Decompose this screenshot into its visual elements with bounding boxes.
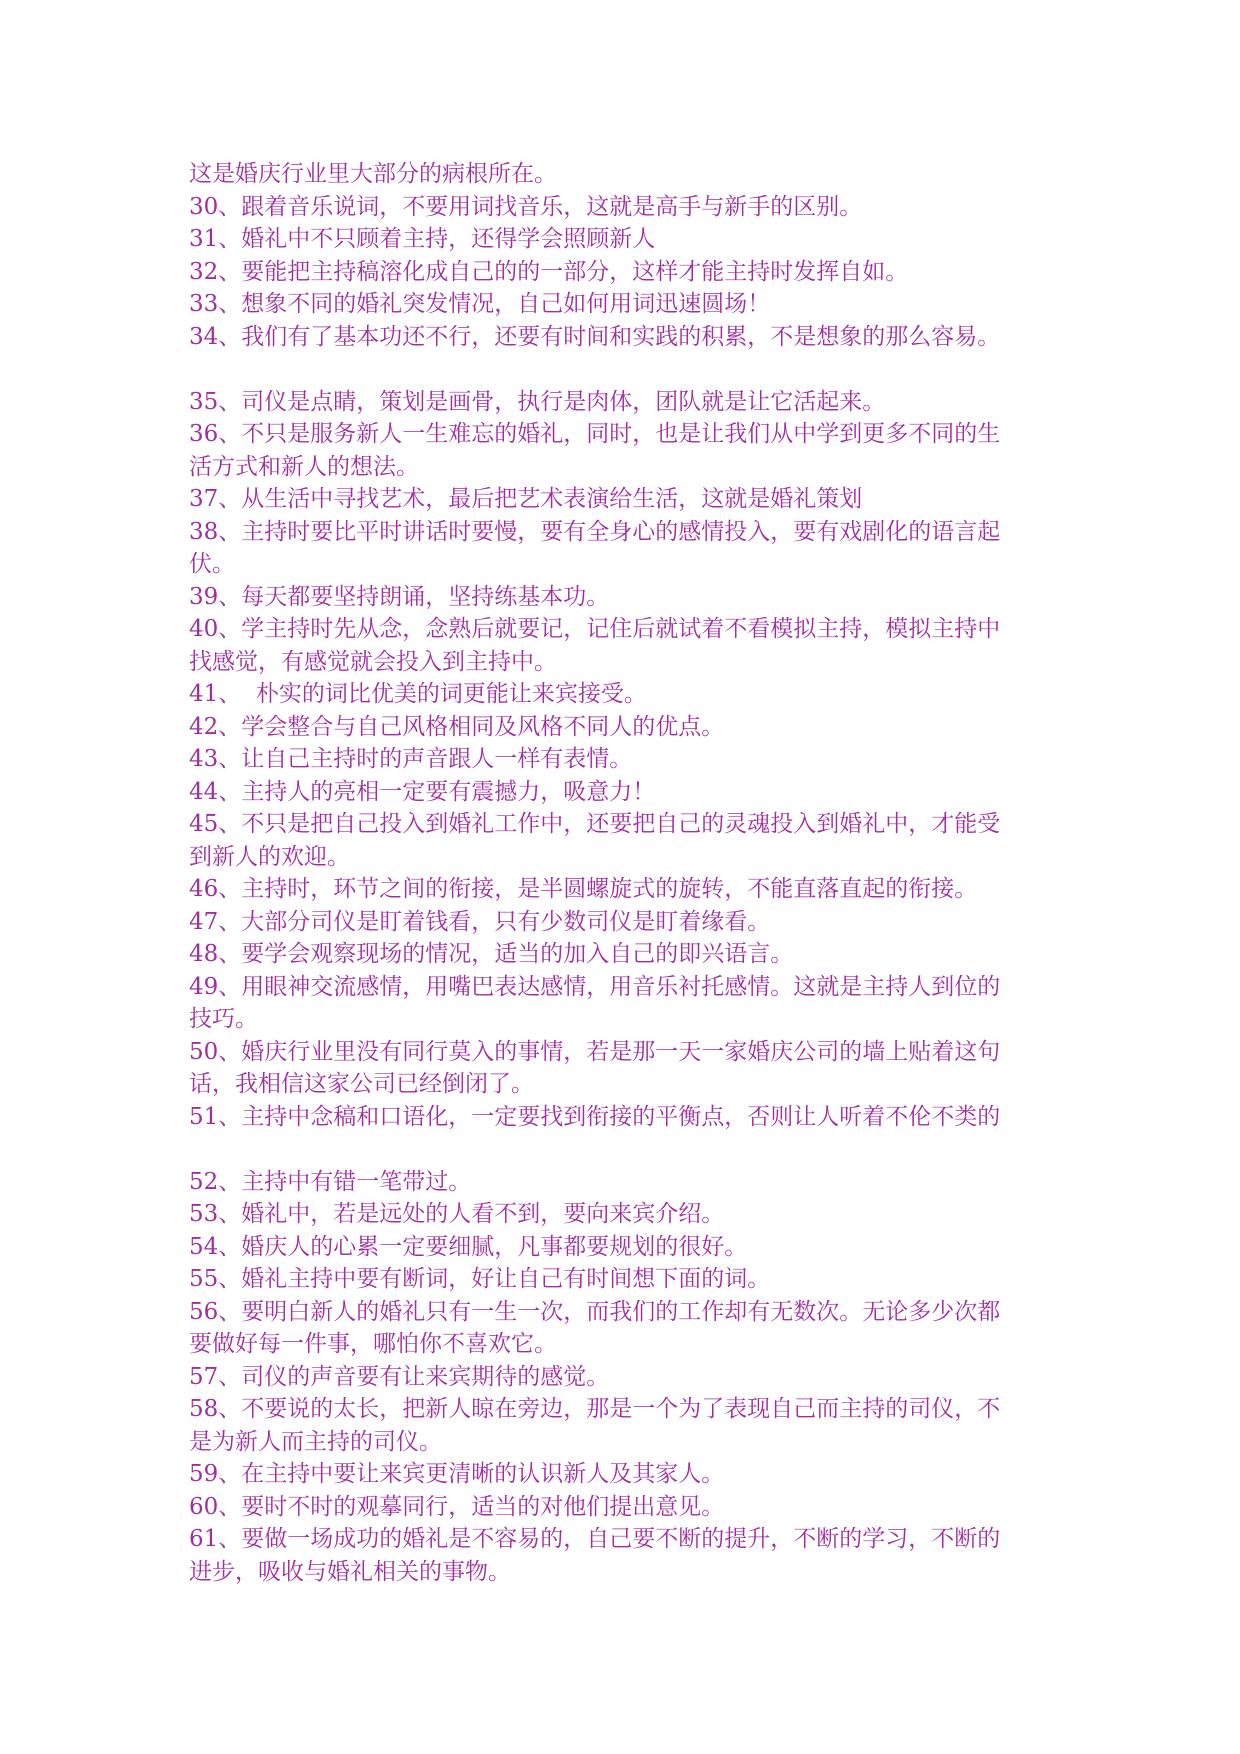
text-line: 44、主持人的亮相一定要有震撼力，吸意力！ [189,778,656,805]
text-line: 54、婚庆人的心累一定要细腻，凡事都要规划的很好。 [189,1233,748,1260]
text-line: 60、要时不时的观摹同行，适当的对他们提出意见。 [189,1493,725,1520]
text-line: 49、用眼神交流感情，用嘴巴表达感情，用音乐衬托感情。这就是主持人到位的 [189,973,1001,1000]
text-line: 是为新人而主持的司仪。 [189,1428,442,1455]
text-line: 61、要做一场成功的婚礼是不容易的，自己要不断的提升，不断的学习，不断的 [189,1526,1001,1552]
text-line: 技巧。 [189,1006,258,1032]
text-line: 33、想象不同的婚礼突发情况，自己如何用词迅速圆场！ [189,291,771,317]
text-line: 56、要明白新人的婚礼只有一生一次，而我们的工作却有无数次。无论多少次都 [189,1298,1001,1325]
text-line: 48、要学会观察现场的情况，适当的加入自己的即兴语言。 [189,941,794,967]
text-line: 39、每天都要坚持朗诵，坚持练基本功。 [189,583,610,610]
text-line: 34、我们有了基本功还不行，还要有时间和实践的积累，不是想象的那么容易。 [189,323,1001,350]
text-line: 要做好每一件事，哪怕你不喜欢它。 [189,1331,557,1357]
text-line: 伏。 [189,551,235,577]
text-line: 50、婚庆行业里没有同行莫入的事情，若是那一天一家婚庆公司的墙上贴着这句 [189,1038,1001,1065]
text-line: 45、不只是把自己投入到婚礼工作中，还要把自己的灵魂投入到婚礼中，才能受 [189,811,1001,837]
text-line: 进步，吸收与婚礼相关的事物。 [189,1558,511,1585]
text-line: 51、主持中念稿和口语化，一定要找到衔接的平衡点，否则让人听着不伦不类的 [189,1103,1001,1130]
text-line: 32、要能把主持稿溶化成自己的的一部分，这样才能主持时发挥自如。 [189,258,909,285]
text-line: 35、司仪是点睛，策划是画骨，执行是肉体，团队就是让它活起来。 [189,388,886,415]
document-body [189,158,1059,1588]
text-line: 活方式和新人的想法。 [189,453,419,480]
text-line: 37、从生活中寻找艺术，最后把艺术表演给生活，这就是婚礼策划 [189,486,863,512]
text-line: 31、婚礼中不只顾着主持，还得学会照顾新人 [189,226,656,252]
text-line: 38、主持时要比平时讲话时要慢，要有全身心的感情投入，要有戏剧化的语言起 [189,518,1001,545]
blank-line [189,1133,1059,1166]
text-line: 话，我相信这家公司已经倒闭了。 [189,1071,534,1097]
text-line: 36、不只是服务新人一生难忘的婚礼，同时，也是让我们从中学到更多不同的生 [189,421,1001,447]
text-line: 59、在主持中要让来宾更清晰的认识新人及其家人。 [189,1461,725,1487]
text-line: 52、主持中有错一笔带过。 [189,1168,472,1195]
text-line: 53、婚礼中，若是远处的人看不到，要向来宾介绍。 [189,1201,725,1227]
blank-line [189,353,1059,386]
text-line: 58、不要说的太长，把新人晾在旁边，那是一个为了表现自己而主持的司仪，不 [189,1396,1001,1422]
text-line: 30、跟着音乐说词，不要用词找音乐，这就是高手与新手的区别。 [189,193,863,220]
text-line: 42、学会整合与自己风格相同及风格不同人的优点。 [189,713,725,740]
text-line: 55、婚礼主持中要有断词，好让自己有时间想下面的词。 [189,1266,771,1292]
text-line: 40、学主持时先从念，念熟后就要记，记住后就试着不看模拟主持，模拟主持中 [189,616,1001,642]
text-line: 41、 朴实的词比优美的词更能让来宾接受。 [189,681,647,707]
text-line: 47、大部分司仪是盯着钱看，只有少数司仪是盯着缘看。 [189,908,771,935]
text-line: 找感觉，有感觉就会投入到主持中。 [189,648,557,675]
text-line: 这是婚庆行业里大部分的病根所在。 [189,161,557,187]
text-line: 46、主持时，环节之间的衔接，是半圆螺旋式的旋转，不能直落直起的衔接。 [189,876,978,902]
text-line: 到新人的欢迎。 [189,843,350,870]
text-line: 43、让自己主持时的声音跟人一样有表情。 [189,746,633,772]
text-line: 57、司仪的声音要有让来宾期待的感觉。 [189,1363,610,1390]
